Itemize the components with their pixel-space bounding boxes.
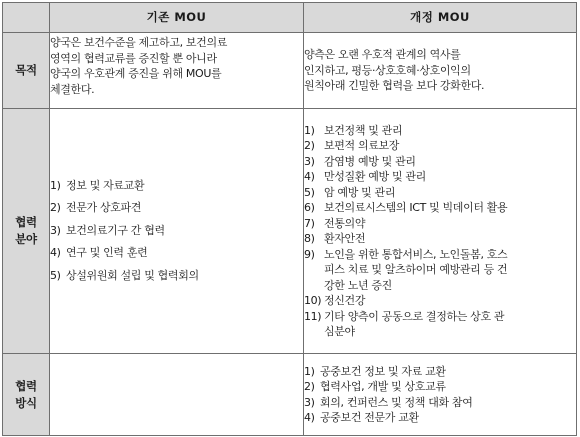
field-revised-cell bbox=[304, 109, 577, 354]
list-item bbox=[304, 364, 576, 380]
list-item-number: 10) bbox=[304, 294, 322, 307]
list-item-text: 공중보건 정보 및 자료 교환 bbox=[320, 364, 446, 378]
list-item bbox=[304, 169, 576, 185]
purpose-revised-line: 원칙아래 긴밀한 협력을 보다 강화한다. bbox=[304, 79, 485, 92]
list-item-number: 11) bbox=[304, 309, 322, 323]
header-corner-cell bbox=[3, 3, 50, 33]
list-item-number: 9) bbox=[304, 247, 315, 261]
list-item-text: 협력사업, 개발 및 상호교류 bbox=[320, 380, 446, 393]
list-item bbox=[304, 293, 576, 309]
list-item-text: 보건의료시스템의 ICT 및 빅데이터 활용 bbox=[324, 201, 508, 214]
list-item-text: 보건정책 및 관리 bbox=[324, 123, 403, 137]
list-item-text: 정보 및 자료교환 bbox=[66, 178, 145, 192]
list-item bbox=[50, 220, 303, 243]
list-item bbox=[304, 410, 576, 426]
field-row bbox=[3, 109, 577, 354]
purpose-revised-line: 양측은 오랜 우호적 관계의 역사를 bbox=[304, 48, 461, 61]
method-label-cell bbox=[3, 354, 50, 436]
method-label-line: 협력 bbox=[15, 378, 37, 393]
field-revised-list bbox=[304, 123, 576, 340]
list-item bbox=[304, 379, 576, 395]
purpose-revised-cell bbox=[304, 33, 577, 109]
list-item-text: 보건의료기구 간 협력 bbox=[66, 223, 165, 237]
purpose-existing-line: 체결한다. bbox=[50, 82, 95, 96]
list-item bbox=[304, 216, 576, 232]
list-item-text-line: 강한 노년 증진 bbox=[324, 278, 392, 292]
list-item-number: 2) bbox=[50, 201, 61, 215]
field-label-line: 분야 bbox=[15, 232, 37, 246]
list-item bbox=[304, 200, 576, 216]
purpose-existing-line: 양국은 보건수준을 제고하고, 보건의료 bbox=[50, 36, 228, 49]
list-item-text-line: 기타 양측이 공동으로 결정하는 상호 관 bbox=[324, 309, 505, 323]
list-item-text: 보편적 의료보장 bbox=[324, 139, 400, 152]
list-item-text: 암 예방 및 관리 bbox=[324, 185, 396, 199]
list-item-number: 3) bbox=[50, 223, 61, 237]
list-item-number: 4) bbox=[50, 246, 61, 260]
list-item-number: 2) bbox=[304, 380, 315, 393]
list-item-text: 공중보건 전문가 교환 bbox=[320, 411, 419, 424]
list-item-text: 상설위원회 설립 및 협력회의 bbox=[66, 268, 199, 282]
list-item-number: 5) bbox=[304, 185, 315, 199]
list-item bbox=[50, 175, 303, 198]
purpose-label: 목적 bbox=[15, 63, 37, 77]
mou-comparison-table bbox=[2, 2, 577, 436]
list-item-text: 전통의약 bbox=[324, 216, 366, 230]
list-item-number: 3) bbox=[304, 395, 315, 409]
field-label-cell bbox=[3, 109, 50, 354]
method-revised-list bbox=[304, 364, 576, 426]
list-item-number: 2) bbox=[304, 139, 315, 152]
list-item bbox=[304, 185, 576, 201]
list-item-number: 1) bbox=[50, 178, 61, 192]
header-row bbox=[3, 3, 577, 33]
list-item-text: 정신건강 bbox=[324, 294, 366, 307]
list-item-text: 감염병 예방 및 관리 bbox=[324, 154, 416, 168]
list-item-number: 4) bbox=[304, 170, 315, 183]
list-item bbox=[50, 242, 303, 265]
purpose-label-cell bbox=[3, 33, 50, 109]
purpose-existing-line: 양국의 우호관계 증진을 위해 MOU를 bbox=[50, 67, 222, 80]
list-item bbox=[304, 138, 576, 154]
purpose-revised-line: 인지하고, 평등·상호호혜·상호이익의 bbox=[304, 63, 471, 77]
method-label-line: 방식 bbox=[15, 395, 37, 410]
list-item-text-line: 노인을 위한 통합서비스, 노인돌봄, 호스 bbox=[324, 247, 508, 261]
list-item-number: 1) bbox=[304, 123, 315, 137]
list-item-number: 3) bbox=[304, 154, 315, 168]
list-item-text: 환자안전 bbox=[324, 232, 366, 245]
purpose-row bbox=[3, 33, 577, 109]
method-revised-cell bbox=[304, 354, 577, 436]
list-item-number: 7) bbox=[304, 216, 315, 230]
list-item bbox=[304, 154, 576, 170]
list-item bbox=[50, 265, 303, 288]
list-item-text: 연구 및 인력 훈련 bbox=[66, 246, 148, 260]
list-item-number: 4) bbox=[304, 411, 315, 424]
list-item bbox=[50, 197, 303, 220]
purpose-existing-cell bbox=[50, 33, 304, 109]
purpose-existing-line: 영역의 협력교류를 증진할 뿐 아니라 bbox=[50, 51, 217, 65]
list-item-number: 8) bbox=[304, 232, 315, 245]
field-existing-cell bbox=[50, 109, 304, 354]
list-item-number: 6) bbox=[304, 201, 315, 214]
purpose-revised-text bbox=[304, 33, 576, 94]
list-item bbox=[304, 309, 576, 340]
list-item-text-line: 심분야 bbox=[324, 325, 355, 338]
method-existing-cell bbox=[50, 354, 304, 436]
list-item-text-line: 피스 치료 및 알츠하이머 예방관리 등 건 bbox=[324, 263, 508, 276]
list-item-number: 1) bbox=[304, 364, 315, 378]
list-item-number: 5) bbox=[50, 268, 61, 282]
list-item bbox=[304, 123, 576, 139]
list-item bbox=[304, 395, 576, 411]
list-item-text: 전문가 상호파견 bbox=[66, 201, 142, 215]
list-item bbox=[304, 231, 576, 247]
method-row bbox=[3, 354, 577, 436]
header-revised-mou: 개정 MOU bbox=[304, 3, 577, 33]
list-item-text: 만성질환 예방 및 관리 bbox=[324, 170, 426, 183]
list-item-text: 회의, 컨퍼런스 및 정책 대화 참여 bbox=[320, 395, 473, 409]
field-existing-list bbox=[50, 175, 303, 288]
purpose-existing-text bbox=[50, 33, 303, 97]
header-existing-mou: 기존 MOU bbox=[50, 3, 304, 33]
field-label-line: 협력 bbox=[15, 215, 37, 229]
list-item bbox=[304, 247, 576, 294]
